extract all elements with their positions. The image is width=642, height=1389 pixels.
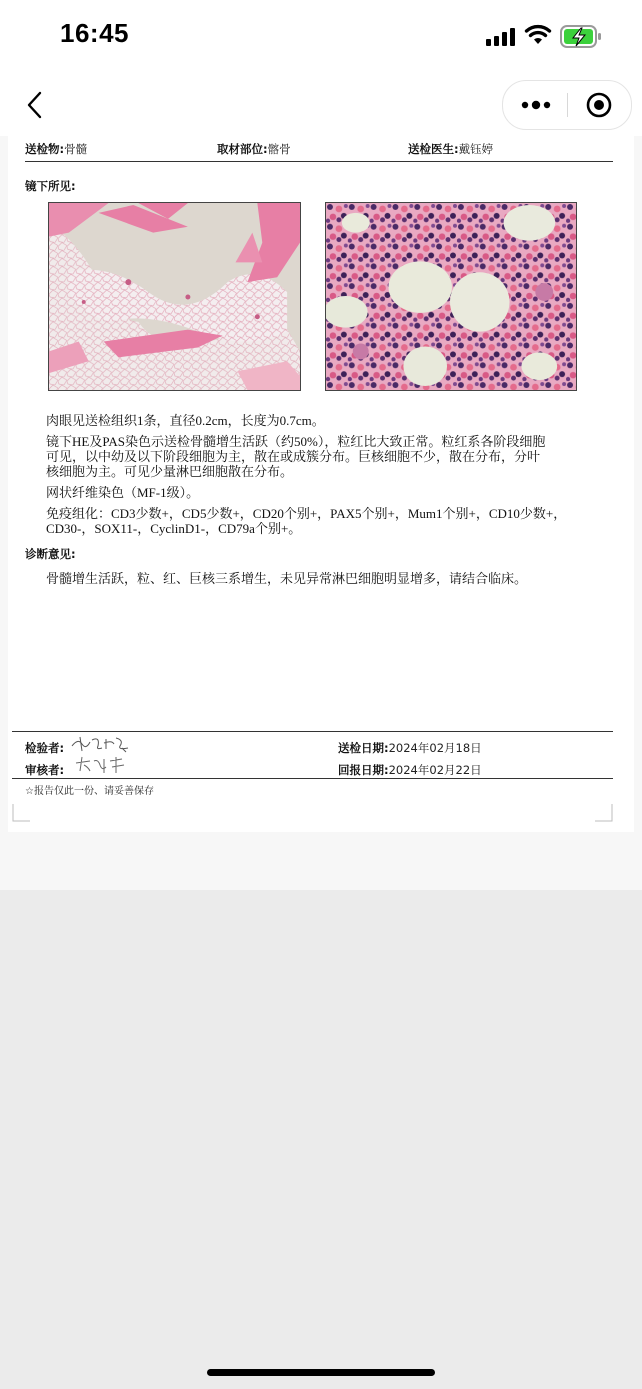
- reviewer-signature: [74, 755, 132, 775]
- mini-program-capsule: [502, 80, 632, 130]
- ihc-line-1: 免疫组化：CD3少数+，CD5少数+，CD20个别+，PAX5个别+，Mum1个别+，CD10少数+，: [46, 506, 567, 521]
- capsule-divider: [567, 93, 568, 117]
- target-circle-icon[interactable]: [586, 92, 612, 118]
- microscopy-heading: 镜下所见:: [25, 179, 76, 193]
- high-power-micrograph: [325, 202, 577, 391]
- reticulin-stain: 网状纤维染色（MF-1级）。: [46, 485, 200, 500]
- signature-bottom-divider: [12, 778, 613, 779]
- home-indicator[interactable]: [207, 1369, 435, 1376]
- examiner-signature: [70, 734, 134, 754]
- diagnosis-heading: 诊断意见:: [25, 547, 76, 561]
- low-power-micrograph: [48, 202, 301, 391]
- reviewer-field: 审核者:: [25, 763, 65, 777]
- examiner-field: 检验者:: [25, 741, 65, 755]
- more-dots-icon[interactable]: [521, 100, 551, 110]
- chevron-left-icon[interactable]: [22, 90, 52, 120]
- doctor-field: 送检医生:戴钰婷: [408, 142, 494, 156]
- micro-description-line-2: 可见，以中幼及以下阶段细胞为主，散在或成簇分布。巨核细胞不少，散在分布，分叶: [46, 449, 541, 464]
- specimen-field: 送检物:骨髓: [25, 142, 88, 156]
- micro-description-line-1: 镜下HE及PAS染色示送检骨髓增生活跃（约50%），粒红比大致正常。粒红系各阶段细胞: [46, 434, 546, 449]
- site-field: 取材部位:髂骨: [217, 142, 291, 156]
- signature-top-divider: [12, 731, 613, 732]
- pathology-report: [8, 136, 634, 832]
- battery-charging-icon: [560, 25, 602, 49]
- gross-description: 肉眼见送检组织1条，直径0.2cm，长度为0.7cm。: [46, 413, 325, 428]
- ihc-line-2: CD30-，SOX11-，CyclinD1-，CD79a个别+。: [46, 521, 302, 536]
- micro-description-line-3: 核细胞为主。可见少量淋巴细胞散在分布。: [46, 464, 294, 479]
- nav-bar: [0, 72, 642, 136]
- footer-note: ☆报告仅此一份、请妥善保存: [25, 786, 154, 797]
- header-divider: [25, 161, 613, 162]
- status-time: 16:45: [60, 18, 129, 48]
- cellular-signal-icon: [486, 28, 518, 46]
- report-date-field: 回报日期:2024年02月22日: [338, 763, 482, 777]
- crop-mark-right: [595, 804, 613, 822]
- diagnosis-text: 骨髓增生活跃，粒、红、巨核三系增生，未见异常淋巴细胞明显增多，请结合临床。: [46, 571, 528, 586]
- wifi-icon: [524, 24, 552, 46]
- crop-mark-left: [12, 804, 30, 822]
- status-bar: [0, 0, 642, 72]
- submit-date-field: 送检日期:2024年02月18日: [338, 741, 482, 755]
